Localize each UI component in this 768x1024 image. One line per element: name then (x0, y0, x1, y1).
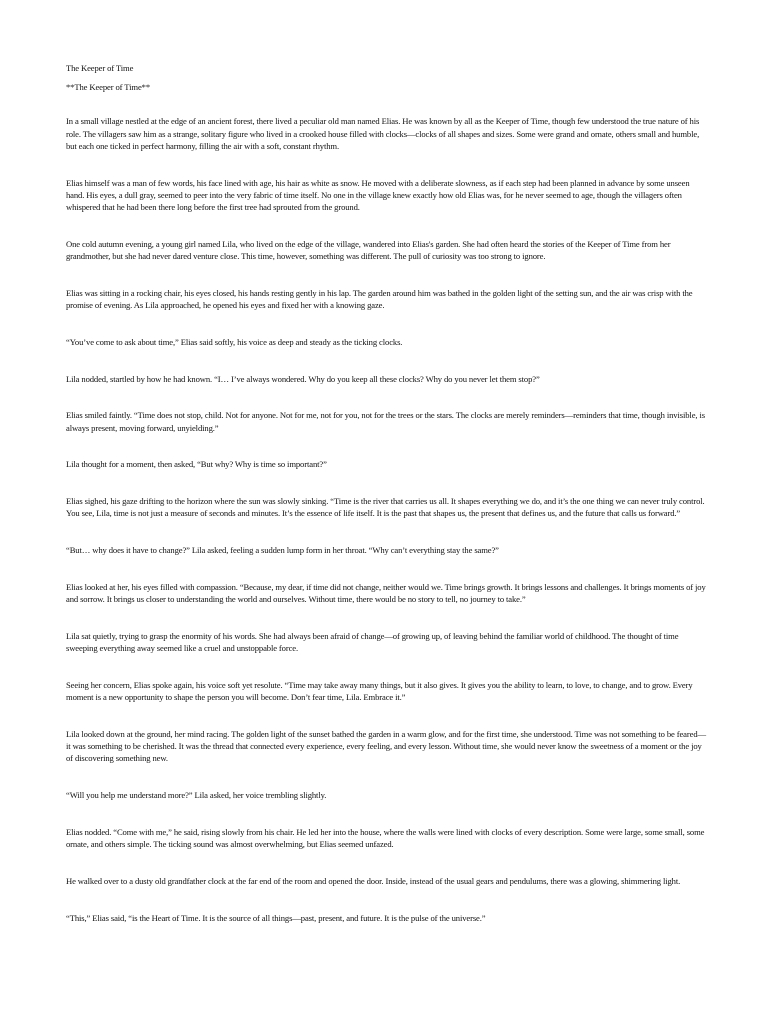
paragraph-3: One cold autumn evening, a young girl named Lila, who lived on the edge of the village, wandered into Elias's garden. She had often heard the stories of the Keeper of Time from her grandmother, but she had never dared venture close. This time, however, something was different. The pull of curiosity was too strong to ignore. (66, 238, 671, 262)
paragraph-13: Seeing her concern, Elias spoke again, his voice soft yet resolute. “Time may take away many things, but it also gives. It gives you the ability to learn, to love, to change, and to grow. Every moment is a new opportunity to shape the person you will become. Don’t fear time, Lila. Embrace it.” (66, 680, 693, 703)
paragraph-12: Lila sat quietly, trying to grasp the enormity of his words. She had always been afraid of change—of growing up, of leaving behind the familiar world of childhood. The thought of time sweeping everything away seemed like a cruel and unstoppable force. (66, 631, 679, 654)
document-title: The Keeper of Time (66, 63, 134, 73)
document-page (66, 62, 706, 949)
paragraph-15: “Will you help me understand more?” Lila asked, her voice trembling slightly. (66, 790, 327, 801)
paragraph-4: Elias was sitting in a rocking chair, his eyes closed, his hands resting gently in his lap. The garden around him was bathed in the golden light of the setting sun, and the air was crisp with the promise of evening. As Lila approached, he opened his eyes and fixed her with a knowing gaze. (66, 287, 693, 311)
paragraph-11: Elias looked at her, his eyes filled with compassion. “Because, my dear, if time did not change, neither would we. Time brings growth. It brings lessons and challenges. It brings moments of joy and sorrow. It brings us closer to understanding the world and ourselves. Without time, there would be no story to tell, no journey to take.” (66, 582, 706, 605)
paragraph-16: Elias nodded. “Come with me,” he said, rising slowly from his chair. He led her into the house, where the walls were lined with clocks of every description. Some were large, some small, some ornate, and others simple. The ticking sound was almost overwhelming, but Elias seemed unfazed. (66, 827, 705, 850)
document-body (66, 115, 706, 924)
paragraph-17: He walked over to a dusty old grandfather clock at the far end of the room and opened the door. Inside, instead of the usual gears and pendulums, there was a glowing, shimmering light. (66, 876, 681, 886)
paragraph-5: “You’ve come to ask about time,” Elias said softly, his voice as deep and steady as the ticking clocks. (66, 336, 403, 347)
paragraph-6: Lila nodded, startled by how he had known. “I… I’ve always wondered. Why do you keep all these clocks? Why do you never let them stop?” (66, 373, 540, 384)
paragraph-2: Elias himself was a man of few words, his face lined with age, his hair as white as snow. He moved with a deliberate slowness, as if each step had been planned in advance by some unseen hand. His eyes, a dull gray, seemed to peer into the very fabric of time itself. No one in the village knew exactly how old Elias was, for he never seemed to age, though the villagers often whispered that he had been there long before the first tree had sprouted from the ground. (66, 177, 690, 213)
paragraph-8: Lila thought for a moment, then asked, “But why? Why is time so important?” (66, 459, 327, 470)
paragraph-10: “But… why does it have to change?” Lila asked, feeling a sudden lump form in her throat. “Why can’t everything stay the same?” (66, 545, 499, 556)
paragraph-1: In a small village nestled at the edge of an ancient forest, there lived a peculiar old man named Elias. He was known by all as the Keeper of Time, though few understood the true nature of his role. The villagers saw him as a strange, solitary figure who lived in a crooked house filled with clocks—clocks of all shapes and sizes. Some were grand and ornate, others small and humble, but each one ticked in perfect harmony, filling the air with a soft, constant rhythm. (66, 116, 700, 151)
paragraph-7: Elias smiled faintly. “Time does not stop, child. Not for anyone. Not for me, not for you, not for the trees or the stars. The clocks are merely reminders—reminders that time, though invisible, is always present, moving forward, unyielding.” (66, 410, 705, 433)
paragraph-9: Elias sighed, his gaze drifting to the horizon where the sun was slowly sinking. “Time is the river that carries us all. It shapes everything we do, and it’s the one thing we can never truly control. You see, Lila, time is not just a measure of seconds and minutes. It’s the essence of life itself. It is the past that shapes us, the present that defines us, and the future that calls us forward.” (66, 496, 705, 519)
paragraph-18: “This,” Elias said, “is the Heart of Time. It is the source of all things—past, present, and future. It is the pulse of the universe.” (66, 912, 486, 923)
document-heading: **The Keeper of Time** (66, 82, 150, 93)
paragraph-14: Lila looked down at the ground, her mind racing. The golden light of the sunset bathed the garden in a warm glow, and for the first time, she understood. Time was not something to be feared—it was something to be cherished. It was the thread that connected every experience, every feeling, and every lesson. Without time, she would never know the sweetness of a moment or the joy of discovering something new. (66, 729, 706, 764)
